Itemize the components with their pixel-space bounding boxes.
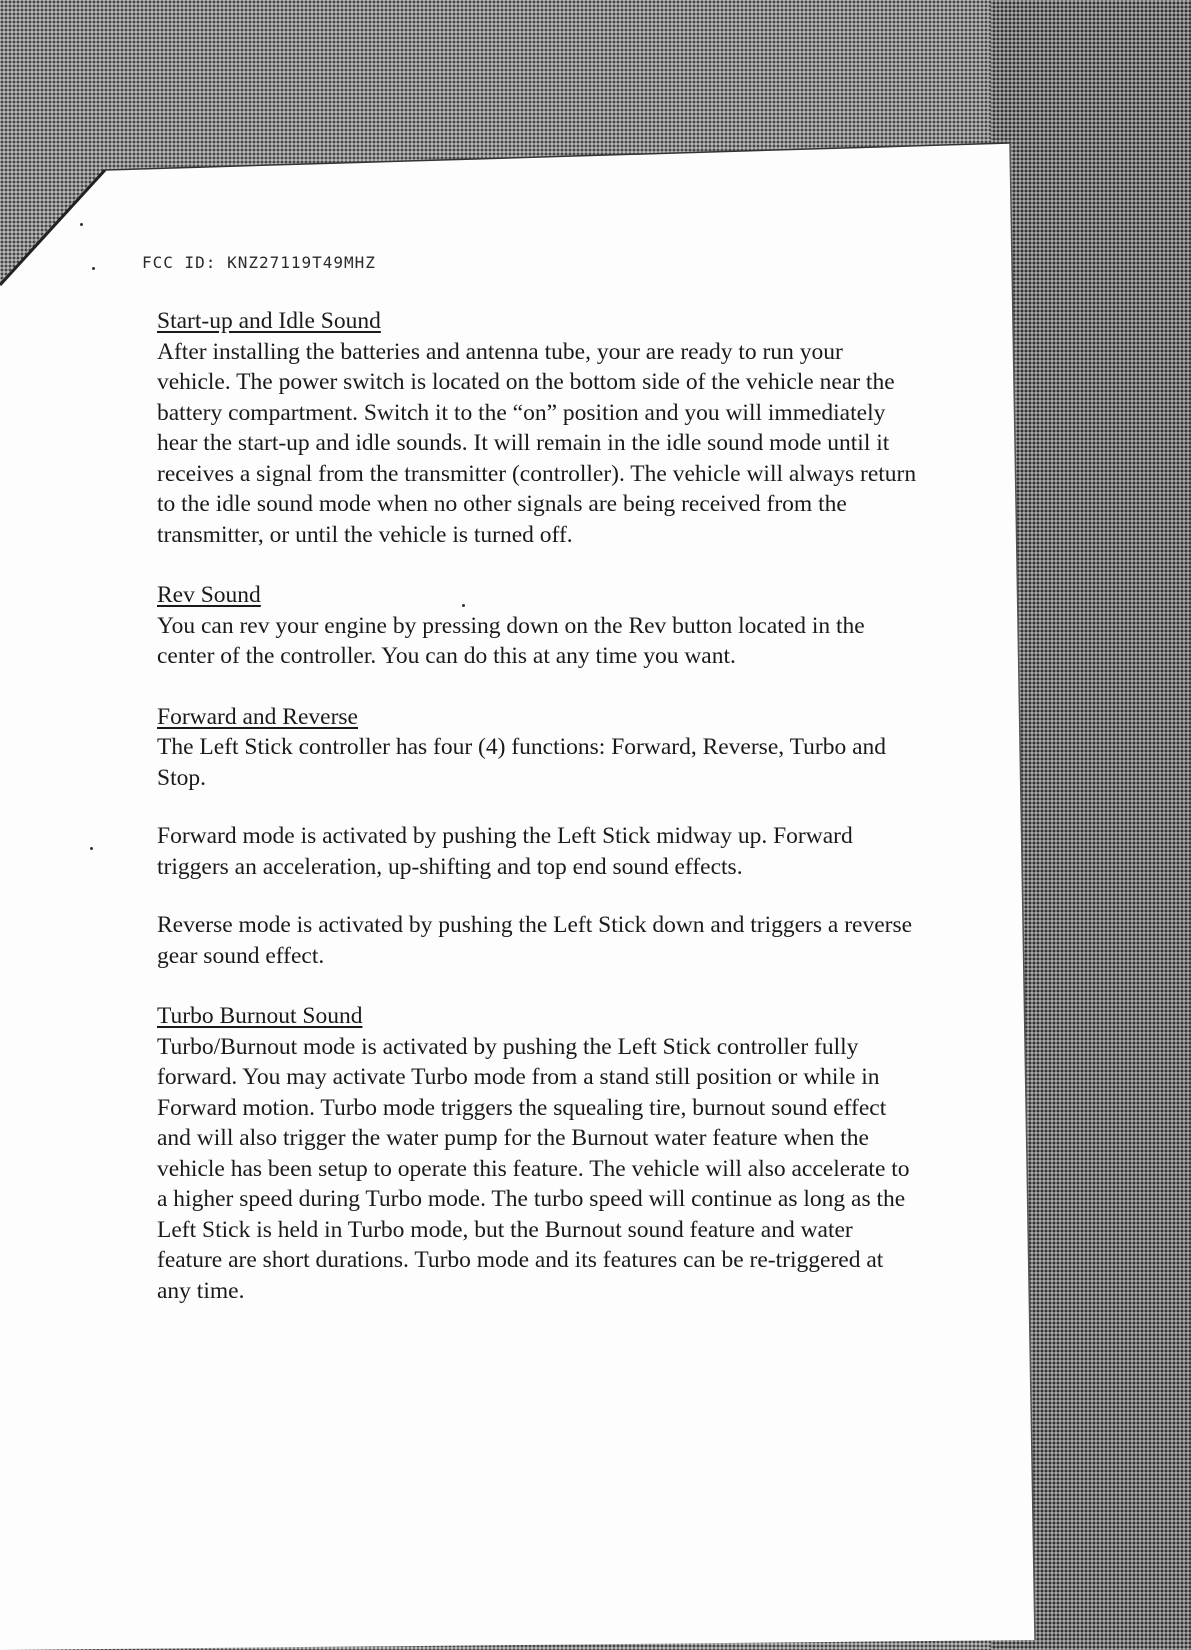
scan-speck xyxy=(92,267,95,270)
scan-speck xyxy=(90,847,93,850)
fcc-id: FCC ID: KNZ27119T49MHZ xyxy=(142,253,376,272)
document-body xyxy=(157,306,917,1306)
section-paragraph-rev: You can rev your engine by pressing down on the Rev button located in the center of the controller. You can do this at any time you want. xyxy=(157,612,865,669)
section-paragraph-reverse: Reverse mode is activated by pushing the Left Stick down and triggers a reverse gear sound effect. xyxy=(157,912,913,969)
section-heading-rev: Rev Sound xyxy=(157,582,261,608)
section-paragraph-functions: The Left Stick controller has four (4) functions: Forward, Reverse, Turbo and Stop. xyxy=(157,734,886,791)
scan-speck xyxy=(80,223,83,226)
section-paragraph-forward: Forward mode is activated by pushing the Left Stick midway up. Forward triggers an acceleration, up-shifting and top end sound effects. xyxy=(157,823,853,880)
section-heading-startup: Start-up and Idle Sound xyxy=(157,308,381,334)
section-heading-forward-reverse: Forward and Reverse xyxy=(157,703,358,730)
section-paragraph-turbo: Turbo/Burnout mode is activated by pushing the Left Stick controller fully forward. You may activate Turbo mode from a stand still position or while in Forward motion. Turbo mode triggers the squealing tire, burnout sound effect and will also trigger the water pump for the Burnout water feature when the vehicle has been setup to operate this feature. The vehicle will also accelerate to a higher speed during Turbo mode. The turbo speed will continue as long as the Left Stick is held in Turbo mode, but the Burnout sound feature and water feature are short durations. Turbo mode and its features can be re-triggered at any time. xyxy=(157,1033,910,1304)
section-paragraph-startup: After installing the batteries and antenna tube, your are ready to run your vehicle. The power switch is located on the bottom side of the vehicle near the battery compartment. Switch it to the “on” position and you will immediately hear the start-up and idle sounds. It will remain in the idle sound mode until it receives a signal from the transmitter (controller). The vehicle will always return to the idle sound mode when no other signals are being received from the transmitter, or until the vehicle is turned off. xyxy=(157,338,917,548)
section-heading-turbo: Turbo Burnout Sound xyxy=(157,1003,363,1029)
